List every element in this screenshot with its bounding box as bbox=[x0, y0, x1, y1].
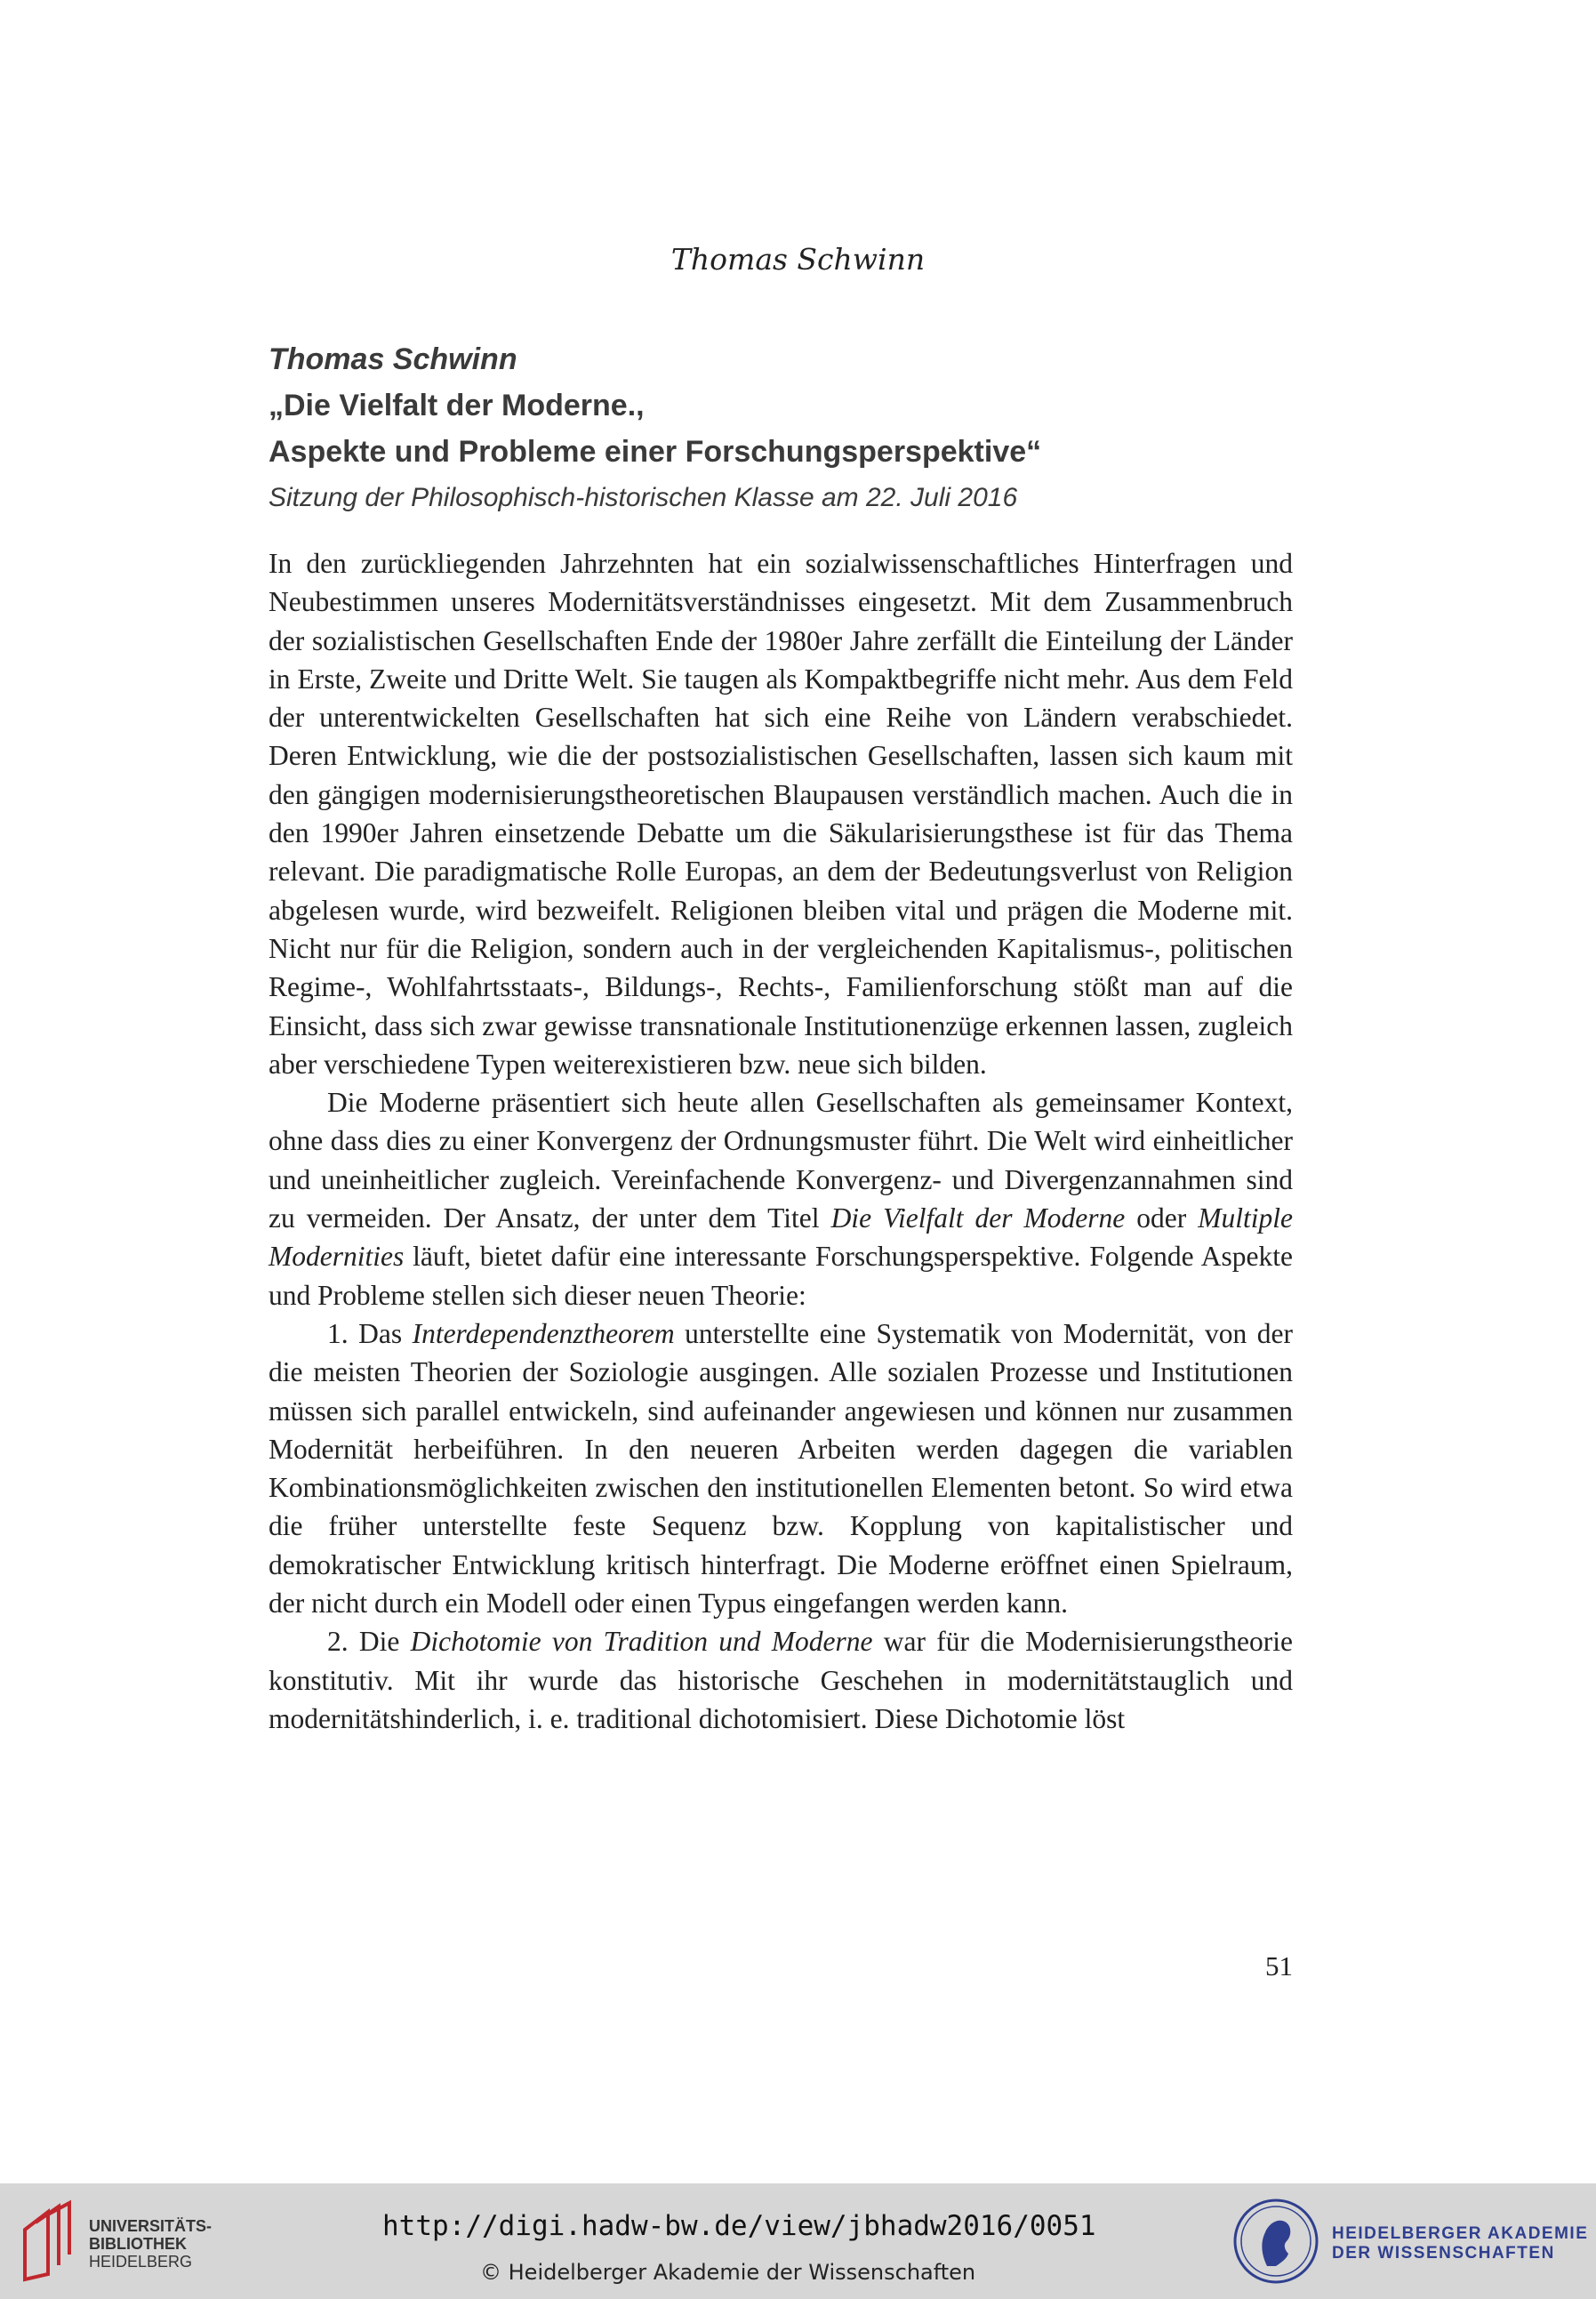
footer-bar bbox=[0, 2183, 1596, 2299]
paragraph-3: 1. Das Interdependenztheorem unterstellte eine Systematik von Modernität, von der die meisten Theorien der Soziologie ausgingen. Alle sozialen Prozesse und Institutionen müssen sich parallel entwickeln, sind aufeinander angewiesen und können nur zusammen Modernität herbeiführen. In den neueren Arbeiten werden dagegen die variablen Kombinationsmöglichkeiten zwischen den institutionellen Elementen betont. So wird etwa die früher unterstellte feste Sequenz bzw. Kopplung von kapitalistischer und demokratischer Entwicklung kritisch hinterfragt. Die Moderne eröffnet einen Spielraum, der nicht durch ein Modell oder einen Typus eingefangen werden kann. bbox=[269, 1317, 1293, 1620]
paragraph-2: Die Moderne präsentiert sich heute allen Gesellschaften als gemeinsamer Kontext, ohne dass dies zu einer Konvergenz der Ordnungsmuster führt. Die Welt wird einheitlicher und uneinheitlicher zugleich. Vereinfachende Konvergenz- und Divergenzannahmen sind zu vermeiden. Der Ansatz, der unter dem Titel Die Vielfalt der Moderne oder Multiple Modernities läuft, bietet dafür eine interessante Forschungsperspektive. Folgende Aspekte und Probleme stellen sich dieser neuen Theorie: bbox=[269, 1087, 1293, 1311]
paragraph-1: In den zurückliegenden Jahrzehnten hat ein sozialwissenschaftliches Hinterfragen und Neubestimmen unseres Modernitätsverständnisses eingesetzt. Mit dem Zusammenbruch der sozialistischen Gesellschaften Ende der 1980er Jahre zerfällt die Einteilung der Länder in Erste, Zweite und Dritte Welt. Sie taugen als Kompaktbegriffe nicht mehr. Aus dem Feld der unterentwickelten Gesellschaften hat sich eine Reihe von Ländern verabschiedet. Deren Entwicklung, wie die der postsozialistischen Gesellschaften, lassen sich kaum mit den gängigen modernisierungstheoretischen Blaupausen verständlich machen. Auch die in den 1990er Jahren einsetzende Debatte um die Säkularisierungsthese ist für das Thema relevant. Die paradigmatische Rolle Europas, an dem der Bedeutungsverlust von Religion abgelesen wurde, wird bezweifelt. Religionen bleiben vital und prägen die Moderne mit. Nicht nur für die Religion, sondern auch in der vergleichenden Kapitalismus-, politischen Regime-, Wohlfahrtsstaats-, Bildungs-, Rechts-, Familienforschung stößt man auf die Einsicht, dass sich zwar gewisse transnationale Institutionenzüge erkennen lassen, zugleich aber verschiedene Typen weiterexistieren bzw. neue sich bilden. bbox=[269, 548, 1293, 1080]
academy-name: HEIDELBERGER AKADEMIE DER WISSENSCHAFTEN bbox=[1332, 2224, 1589, 2263]
article-author: Thomas Schwinn bbox=[269, 342, 517, 376]
academy-seal-icon[interactable] bbox=[1231, 2197, 1320, 2286]
university-library-logo-icon[interactable] bbox=[18, 2199, 80, 2283]
copyright-notice: © Heidelberger Akademie der Wissenschaften bbox=[480, 2260, 976, 2285]
article-body bbox=[269, 544, 1293, 1738]
emphasis-multiple-modernities: Multiple Modernities bbox=[269, 1202, 1293, 1273]
running-head: Thomas Schwinn bbox=[670, 242, 926, 277]
page-number: 51 bbox=[1265, 1950, 1293, 1981]
emphasis-interdependenztheorem: Interdependenztheorem bbox=[412, 1317, 675, 1349]
paragraph-4: 2. Die Dichotomie von Tradition und Moderne war für die Modernisierungstheorie konstitutiv. Mit ihr wurde das historische Geschehen in modernitätstauglich und modernitätshinderlich, i. e. traditional dichotomisiert. Diese Dichotomie löst bbox=[269, 1626, 1294, 1734]
emphasis-dichotomie: Dichotomie von Tradition und Moderne bbox=[410, 1626, 873, 1658]
article-header bbox=[269, 336, 1335, 521]
emphasis-vielfalt: Die Vielfalt der Moderne bbox=[830, 1202, 1126, 1234]
session-note: Sitzung der Philosophisch-historischen Klasse am 22. Juli 2016 bbox=[269, 483, 1018, 512]
university-library-name: UNIVERSITÄTS- BIBLIOTHEK HEIDELBERG bbox=[89, 2217, 213, 2271]
article-title-line-1: „Die Vielfalt der Moderne., bbox=[269, 389, 645, 422]
digital-copy-url-link[interactable]: http://digi.hadw-bw.de/view/jbhadw2016/0051 bbox=[382, 2210, 1096, 2242]
article-title-line-2: Aspekte und Probleme einer Forschungsperspektive“ bbox=[269, 435, 1042, 469]
